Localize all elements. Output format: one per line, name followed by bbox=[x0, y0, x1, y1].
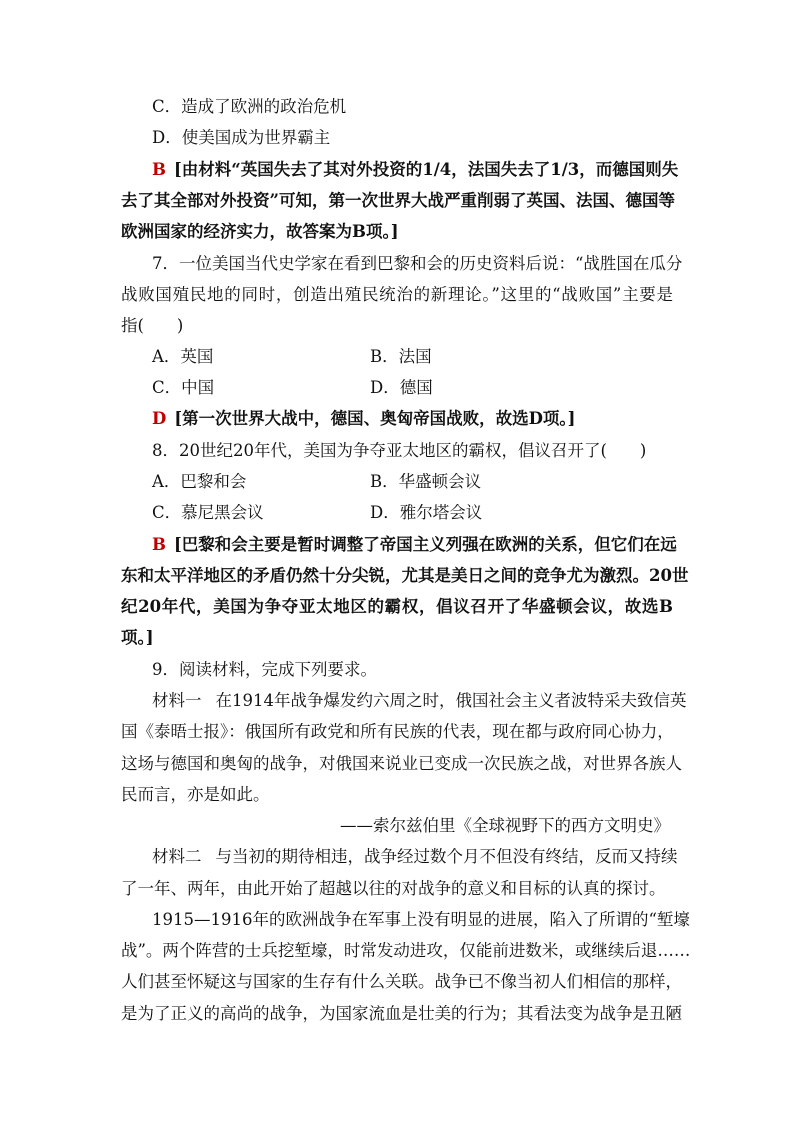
q7-stem-line-3: 指( ) bbox=[121, 316, 184, 335]
q6-answer-line-1 bbox=[152, 159, 679, 181]
material2-line-1 bbox=[152, 846, 678, 868]
material1-label: 材料一 bbox=[152, 691, 202, 710]
material2-line-6: 是为了正义的高尚的战争，为国家流血是壮美的行为；其看法变为战争是丑陋 bbox=[121, 1004, 682, 1023]
answer-letter: B bbox=[152, 160, 166, 179]
material1-source: ——索尔兹伯里《全球视野下的西方文明史》 bbox=[340, 816, 670, 835]
q9-stem: 9．阅读材料，完成下列要求。 bbox=[152, 660, 377, 679]
q6-option-d: D．使美国成为世界霸主 bbox=[152, 128, 331, 147]
material2-label: 材料二 bbox=[152, 847, 202, 866]
q6-answer-line-2: 去了其全部对外投资”可知，第一次世界大战严重削弱了英国、法国、德国等 bbox=[121, 191, 675, 210]
material1-line-4: 民而言，亦是如此。 bbox=[121, 785, 270, 804]
answer-text: [由材料“英国失去了其对外投资的1/4，法国失去了1/3，而德国则失 bbox=[173, 160, 679, 179]
q6-option-c: C．造成了欧洲的政治危机 bbox=[152, 97, 347, 116]
material2-line-5: 人们甚至怀疑这与国家的生存有什么关联。战争已不像当初人们相信的那样， bbox=[121, 972, 682, 991]
q8-answer-line-2: 东和太平洋地区的矛盾仍然十分尖锐，尤其是美日之间的竞争尤为激烈。20世 bbox=[121, 566, 689, 585]
answer-letter: B bbox=[152, 535, 166, 554]
material1-text: 在1914年战争爆发约六周之时，俄国社会主义者波特采夫致信英 bbox=[215, 691, 687, 710]
q7-option-d: D．德国 bbox=[370, 378, 433, 397]
q7-option-b: B．法国 bbox=[370, 347, 432, 366]
q7-option-c: C．中国 bbox=[152, 378, 215, 397]
material2-line-3: 1915—1916年的欧洲战争在军事上没有明显的进展，陷入了所谓的“堑壕 bbox=[152, 910, 690, 929]
q7-option-a: A．英国 bbox=[152, 347, 214, 366]
q8-option-d: D．雅尔塔会议 bbox=[370, 503, 483, 522]
q8-option-a: A．巴黎和会 bbox=[152, 472, 247, 491]
material2-line-4: 战”。两个阵营的士兵挖堑壕，时常发动进攻，仅能前进数米，或继续后退…… bbox=[121, 941, 691, 960]
answer-text: [巴黎和会主要是暂时调整了帝国主义列强在欧洲的关系，但它们在远 bbox=[173, 535, 677, 554]
answer-text: [第一次世界大战中，德国、奥匈帝国战败，故选D项。] bbox=[174, 409, 576, 428]
material1-line-3: 这场与德国和奥匈的战争，对俄国来说业已变成一次民族之战，对世界各族人 bbox=[121, 754, 682, 773]
q8-answer-line-4: 项。] bbox=[121, 628, 154, 647]
q8-stem: 8．20世纪20年代，美国为争夺亚太地区的霸权，倡议召开了( ) bbox=[152, 441, 647, 460]
q7-answer bbox=[152, 408, 673, 430]
material1-line-1 bbox=[152, 690, 687, 712]
answer-letter: D bbox=[152, 409, 167, 428]
material1-line-2: 国《泰晤士报》：俄国所有政党和所有民族的代表，现在都与政府同心协力， bbox=[121, 722, 674, 741]
q8-option-b: B．华盛顿会议 bbox=[370, 472, 482, 491]
q7-stem-line-2: 战败国殖民地的同时，创造出殖民统治的新理论。”这里的“战败国”主要是 bbox=[121, 285, 673, 304]
q8-answer-line-3: 纪20年代，美国为争夺亚太地区的霸权，倡议召开了华盛顿会议，故选B bbox=[121, 597, 673, 616]
material2-line-2: 了一年、两年，由此开始了超越以往的对战争的意义和目标的认真的探讨。 bbox=[121, 879, 666, 898]
q8-option-c: C．慕尼黑会议 bbox=[152, 503, 264, 522]
q7-stem-line-1: 7．一位美国当代史学家在看到巴黎和会的历史资料后说：“战胜国在瓜分 bbox=[152, 254, 683, 273]
material2-text: 与当初的期待相违，战争经过数个月不但没有终结，反而又持续 bbox=[215, 847, 678, 866]
q6-answer-line-3: 欧洲国家的经济实力，故答案为B项。] bbox=[121, 222, 399, 241]
q8-answer-line-1 bbox=[152, 534, 677, 556]
